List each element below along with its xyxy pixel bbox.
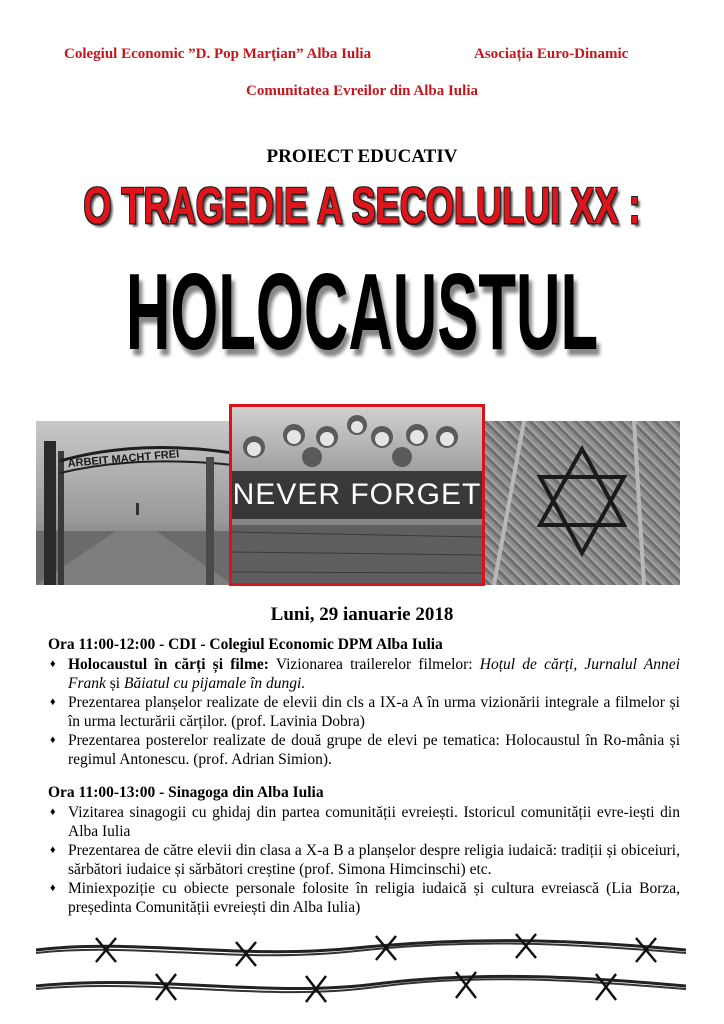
- title-line-1: O TRAGEDIE A SECOLULUI XX :: [83, 176, 641, 235]
- organizer-community: Comunitatea Evreilor din Alba Iulia: [246, 83, 478, 99]
- section1-heading: Ora 11:00-12:00 - CDI - Colegiul Economic DPM Alba Iulia: [48, 636, 443, 653]
- project-label: PROIECT EDUCATIV: [266, 146, 458, 167]
- organizer-college: Colegiul Economic ”D. Pop Marțian” Alba Iulia: [64, 46, 372, 62]
- diamond-bullet-icon: ♦: [50, 882, 56, 894]
- item-text: Vizitarea sinagogii cu ghidaj din partea comunității evreiești. Istoricul comunității evre-iești din Alba Iulia: [68, 804, 680, 840]
- section2-list: [48, 803, 680, 917]
- diamond-bullet-icon: ♦: [50, 734, 56, 746]
- film-titles: Hoțul de cărți, Jurnalul Annei Frank: [68, 656, 680, 692]
- gate-sign-text: ARBEIT MACHT FREI: [67, 448, 180, 470]
- film-title: Băiatul cu pijamale în dungi.: [123, 675, 306, 692]
- never-forget-caption: NEVER FORGET: [232, 471, 482, 519]
- title-line-2: HOLOCAUSTUL: [125, 251, 599, 373]
- organizer-association: Asociația Euro-Dinamic: [474, 46, 629, 62]
- camp-gate-illustration: [36, 421, 233, 585]
- diamond-bullet-icon: ♦: [50, 696, 56, 708]
- barbed-star-illustration: [484, 421, 680, 585]
- diamond-bullet-icon: ♦: [50, 658, 56, 670]
- list-item: [48, 841, 680, 879]
- section1-list: [48, 655, 680, 769]
- item-text: Prezentarea planșelor realizate de elevii din cls a IX-a A în urma vizionării integrale a filmelor și în urma lecturării cărților. (prof. Lavinia Dobra): [68, 694, 680, 730]
- item-text: Prezentarea posterelor realizate de două grupe de elevi pe tematica: Holocaustul în Ro-mânia și regimul Antonescu. (prof. Adrian Simion).: [68, 732, 680, 768]
- event-date: Luni, 29 ianuarie 2018: [270, 604, 454, 625]
- item-bold-lead: Holocaustul în cărți și filme:: [68, 656, 269, 673]
- list-item: [48, 655, 680, 693]
- diamond-bullet-icon: ♦: [50, 844, 56, 856]
- barbed-wire-decoration: [36, 920, 686, 1010]
- item-text: Prezentarea de către elevii din clasa a X-a B a planșelor despre religia iudaică: tradiții și obiceiuri, sărbători iudaice și sărbători creștine (prof. Simona Himcinschi) etc.: [68, 842, 680, 878]
- children-photo: [229, 404, 485, 586]
- star-of-david-photo: [484, 421, 680, 585]
- item-text: Miniexpoziție cu obiecte personale folosite în religia iudaică și cultura evreiască (Lia Borza, președinta Comunității evreiești din Alba Iulia): [68, 880, 680, 916]
- diamond-bullet-icon: ♦: [50, 806, 56, 818]
- section2-heading: Ora 11:00-13:00 - Sinagoga din Alba Iulia: [48, 784, 324, 801]
- item-text: Vizionarea trailerelor filmelor:: [268, 656, 480, 673]
- list-item: [48, 879, 680, 917]
- list-item: [48, 731, 680, 769]
- list-item: [48, 803, 680, 841]
- item-text: și: [105, 675, 124, 692]
- list-item: [48, 693, 680, 731]
- camp-gate-photo: [36, 421, 233, 585]
